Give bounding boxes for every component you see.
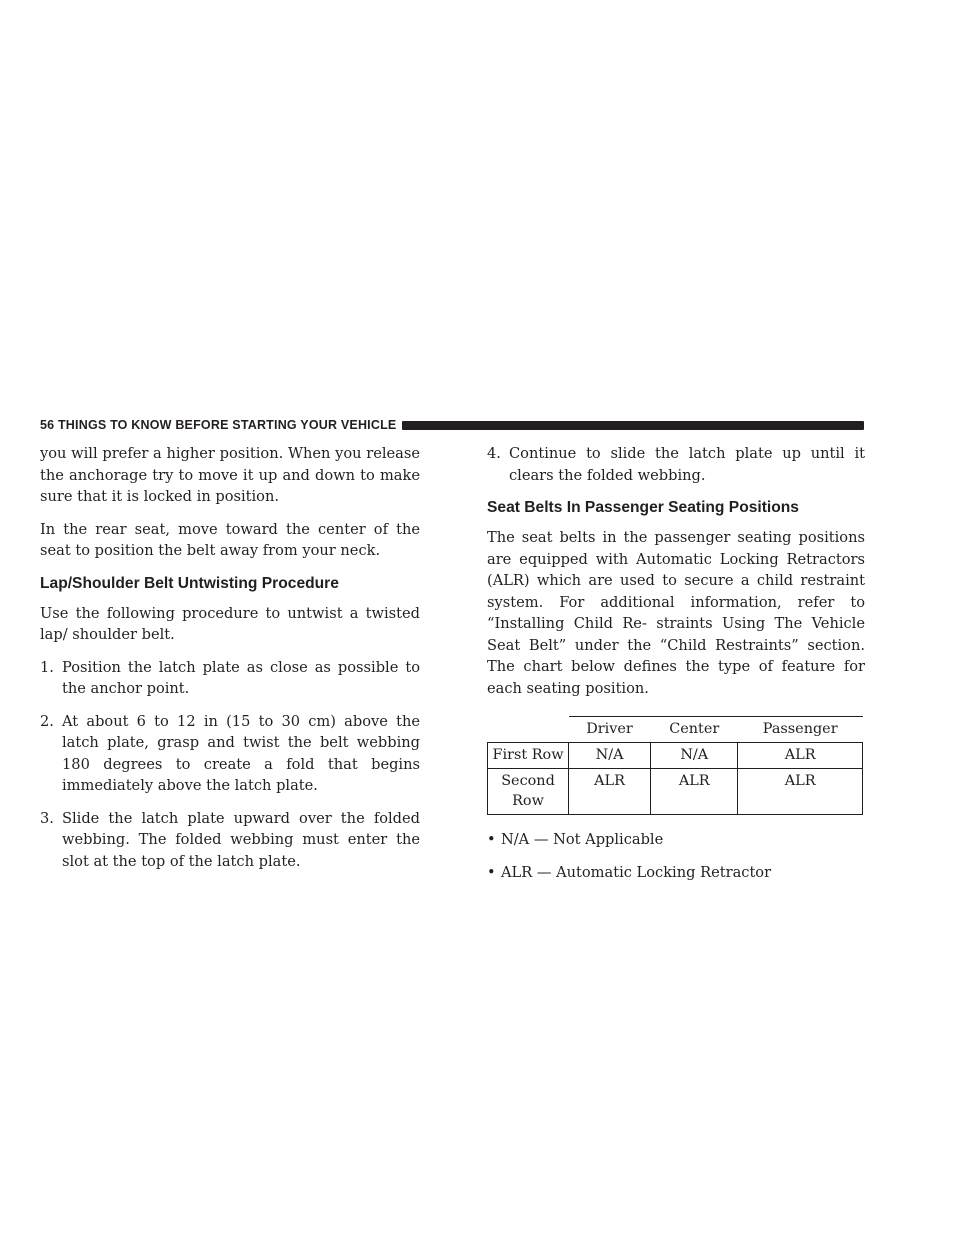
list-item <box>487 862 865 884</box>
table-cell: N/A <box>651 743 738 769</box>
paragraph: The seat belts in the passenger seating positions are equipped with Automatic Locking Retractors (ALR) which are used to secure a child restraint system. For additional information, refer to “Installing Child Re- straints Using The Vehicle Seat Belt” under the “Child Restraints” section. The chart below defines the type of feature for each seating position. <box>487 529 865 697</box>
page-header <box>40 415 864 435</box>
left-column <box>40 443 420 883</box>
table-header-row <box>488 717 863 743</box>
step-text: Slide the latch plate upward over the folded webbing. The folded webbing must enter the slot at the top of the latch plate. <box>62 809 420 870</box>
right-column <box>487 443 865 894</box>
step-text: Continue to slide the latch plate up until it clears the folded webbing. <box>509 445 865 484</box>
table-header-cell <box>488 717 569 743</box>
table-cell: First Row <box>488 743 569 769</box>
bullet-text: N/A — Not Applicable <box>501 831 664 848</box>
table-cell: ALR <box>569 769 651 815</box>
table-cell: ALR <box>738 743 863 769</box>
table-header-cell: Driver <box>569 717 651 743</box>
page-header-text: 56 THINGS TO KNOW BEFORE STARTING YOUR VEHICLE <box>40 418 397 432</box>
table-cell: ALR <box>738 769 863 815</box>
step-number: 4. <box>487 445 501 462</box>
table-row <box>488 743 863 769</box>
header-rule <box>402 421 864 430</box>
paragraph: Use the following procedure to untwist a twisted lap/ shoulder belt. <box>40 604 420 643</box>
bullet-glyph: • <box>487 863 496 881</box>
section-heading: Seat Belts In Passenger Seating Positions <box>487 499 799 516</box>
list-item <box>487 443 865 486</box>
table-cell: N/A <box>569 743 651 769</box>
table-header-cell: Passenger <box>738 717 863 743</box>
step-number: 2. <box>40 712 54 730</box>
list-item <box>40 657 420 700</box>
step-number: 1. <box>40 658 54 676</box>
table-cell: ALR <box>651 769 738 815</box>
section-heading: Lap/Shoulder Belt Untwisting Procedure <box>40 574 339 592</box>
bullet-text: ALR — Automatic Locking Retractor <box>501 863 772 881</box>
list-item <box>487 829 865 851</box>
table-row <box>488 769 863 815</box>
paragraph: you will prefer a higher position. When you release the anchorage try to move it up and down to make sure that it is locked in position. <box>40 445 420 505</box>
step-number: 3. <box>40 809 54 827</box>
table-header-cell: Center <box>651 717 738 743</box>
bullet-glyph: • <box>487 831 496 848</box>
table-cell: Second Row <box>488 769 569 815</box>
paragraph: In the rear seat, move toward the center of the seat to position the belt away from your neck. <box>40 520 420 559</box>
seating-table <box>487 716 863 815</box>
list-item <box>40 808 420 873</box>
list-item <box>40 711 420 797</box>
step-text: At about 6 to 12 in (15 to 30 cm) above the latch plate, grasp and twist the belt webbing 180 degrees to create a fold that begins immediately above the latch plate. <box>62 712 420 794</box>
step-text: Position the latch plate as close as possible to the anchor point. <box>62 658 420 697</box>
